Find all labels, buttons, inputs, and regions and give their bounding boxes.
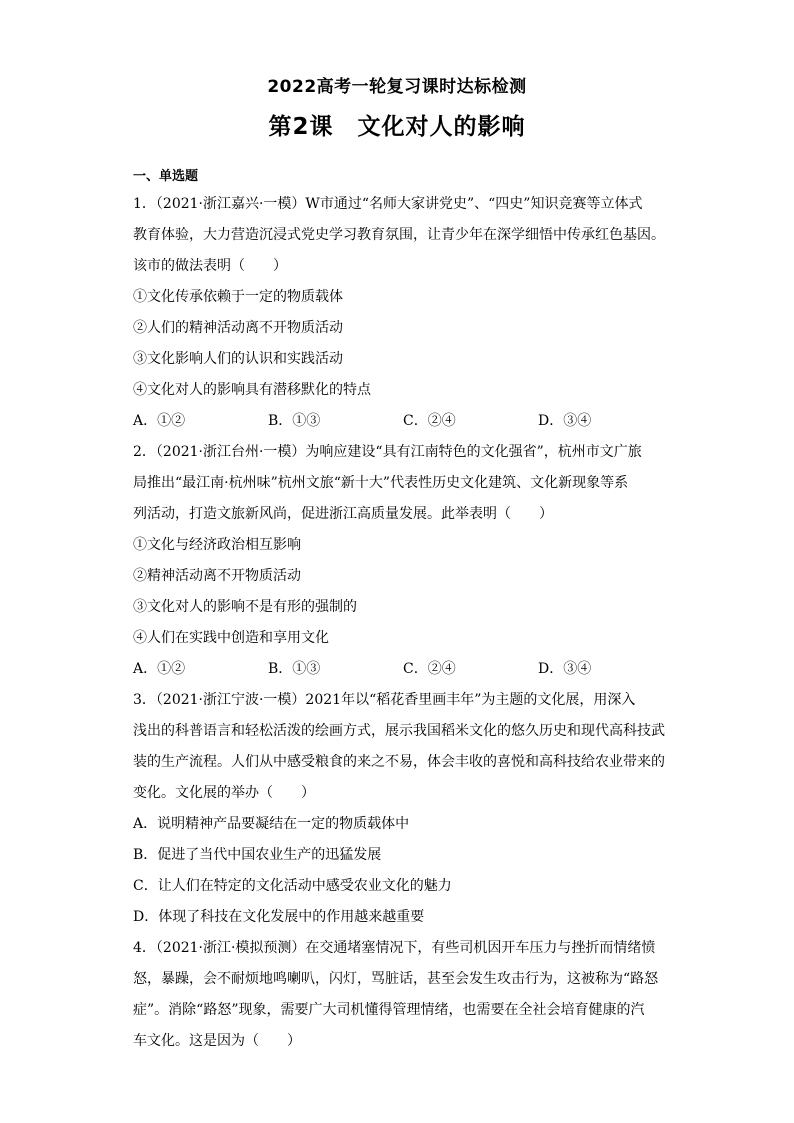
question-4-stem-line: 症”。消除“路怒”现象，需要广大司机懂得管理情绪，也需要在全社会培育健康的汽 — [133, 1002, 645, 1018]
question-2-stem-line: 局推出“最江南·杭州味”杭州文旅“新十大”代表性历史文化建筑、文化新现象等系 — [133, 475, 629, 491]
question-1-statement: ④文化对人的影响具有潜移默化的特点 — [133, 382, 371, 398]
question-1-option-a: A．①② — [133, 413, 186, 429]
question-3-option-c: C．让人们在特定的文化活动中感受农业文化的魅力 — [133, 878, 452, 894]
question-4-stem-line: 4．（2021·浙江·模拟预测）在交通堵塞情况下，有些司机因开车压力与挫折而情绪愤 — [133, 940, 656, 956]
lesson-title: 第2课 文化对人的影响 — [268, 114, 526, 140]
question-2-statement: ①文化与经济政治相互影响 — [133, 537, 301, 553]
question-3-option-d: D．体现了科技在文化发展中的作用越来越重要 — [133, 909, 425, 925]
question-2-option-a: A．①② — [133, 661, 186, 677]
question-1-statement: ②人们的精神活动离不开物质活动 — [133, 320, 343, 336]
question-3-stem-line: 装的生产流程。人们从中感受粮食的来之不易，体会丰收的喜悦和高科技给农业带来的 — [133, 754, 665, 770]
question-2-statement: ④人们在实践中创造和享用文化 — [133, 630, 329, 646]
question-2-stem-line: 2．（2021·浙江台州·一模）为响应建设“具有江南特色的文化强省”，杭州市文广旅 — [133, 444, 642, 460]
question-4 — [133, 933, 673, 1057]
question-2-statement: ③文化对人的影响不是有形的强制的 — [133, 599, 357, 615]
question-list — [133, 165, 673, 1057]
question-1 — [133, 189, 673, 437]
question-3-option-a: A．说明精神产品要凝结在一定的物质载体中 — [133, 816, 410, 832]
question-1-option-d: D．③④ — [538, 413, 592, 429]
question-1-statement: ③文化影响人们的认识和实践活动 — [133, 351, 343, 367]
question-1-stem-line: 教育体验，大力营造沉浸式党史学习教育氛围，让青少年在深学细悟中传承红色基因。 — [133, 227, 665, 243]
question-2 — [133, 437, 673, 685]
question-4-stem-line: 车文化。这是因为（ ） — [133, 1033, 301, 1049]
question-2-option-c: C．②④ — [403, 661, 456, 677]
question-3-stem-line: 浅出的科普语言和轻松活泼的绘画方式，展示我国稻米文化的悠久历史和现代高科技武 — [133, 723, 665, 739]
question-1-statement: ①文化传承依赖于一定的物质载体 — [133, 289, 343, 305]
exam-series-title: 2022高考一轮复习课时达标检测 — [267, 77, 527, 97]
section-heading: 一、单选题 — [133, 169, 199, 184]
question-1-options — [133, 406, 673, 437]
question-2-statement: ②精神活动离不开物质活动 — [133, 568, 301, 584]
question-1-stem-line: 1．（2021·浙江嘉兴·一模）W市通过“名师大家讲党史”、“四史”知识竞赛等立体式 — [133, 196, 643, 212]
question-2-option-d: D．③④ — [538, 661, 592, 677]
question-3-stem-line: 变化。文化展的举办（ ） — [133, 785, 315, 801]
question-3-option-b: B．促进了当代中国农业生产的迅猛发展 — [133, 847, 382, 863]
question-1-stem-line: 该市的做法表明（ ） — [133, 258, 287, 274]
question-1-option-b: B．①③ — [268, 413, 321, 429]
question-2-stem-line: 列活动，打造文旅新风尚，促进浙江高质量发展。此举表明（ ） — [133, 506, 553, 522]
question-2-option-b: B．①③ — [268, 661, 321, 677]
question-1-option-c: C．②④ — [403, 413, 456, 429]
question-4-stem-line: 怒，暴躁，会不耐烦地鸣喇叭，闪灯，骂脏话，甚至会发生攻击行为，这被称为“路怒 — [133, 971, 659, 987]
question-3 — [133, 685, 673, 933]
question-2-options — [133, 654, 673, 685]
question-3-stem-line: 3．（2021·浙江宁波·一模）2021年以“稻花香里画丰年”为主题的文化展，用深入 — [133, 692, 636, 708]
